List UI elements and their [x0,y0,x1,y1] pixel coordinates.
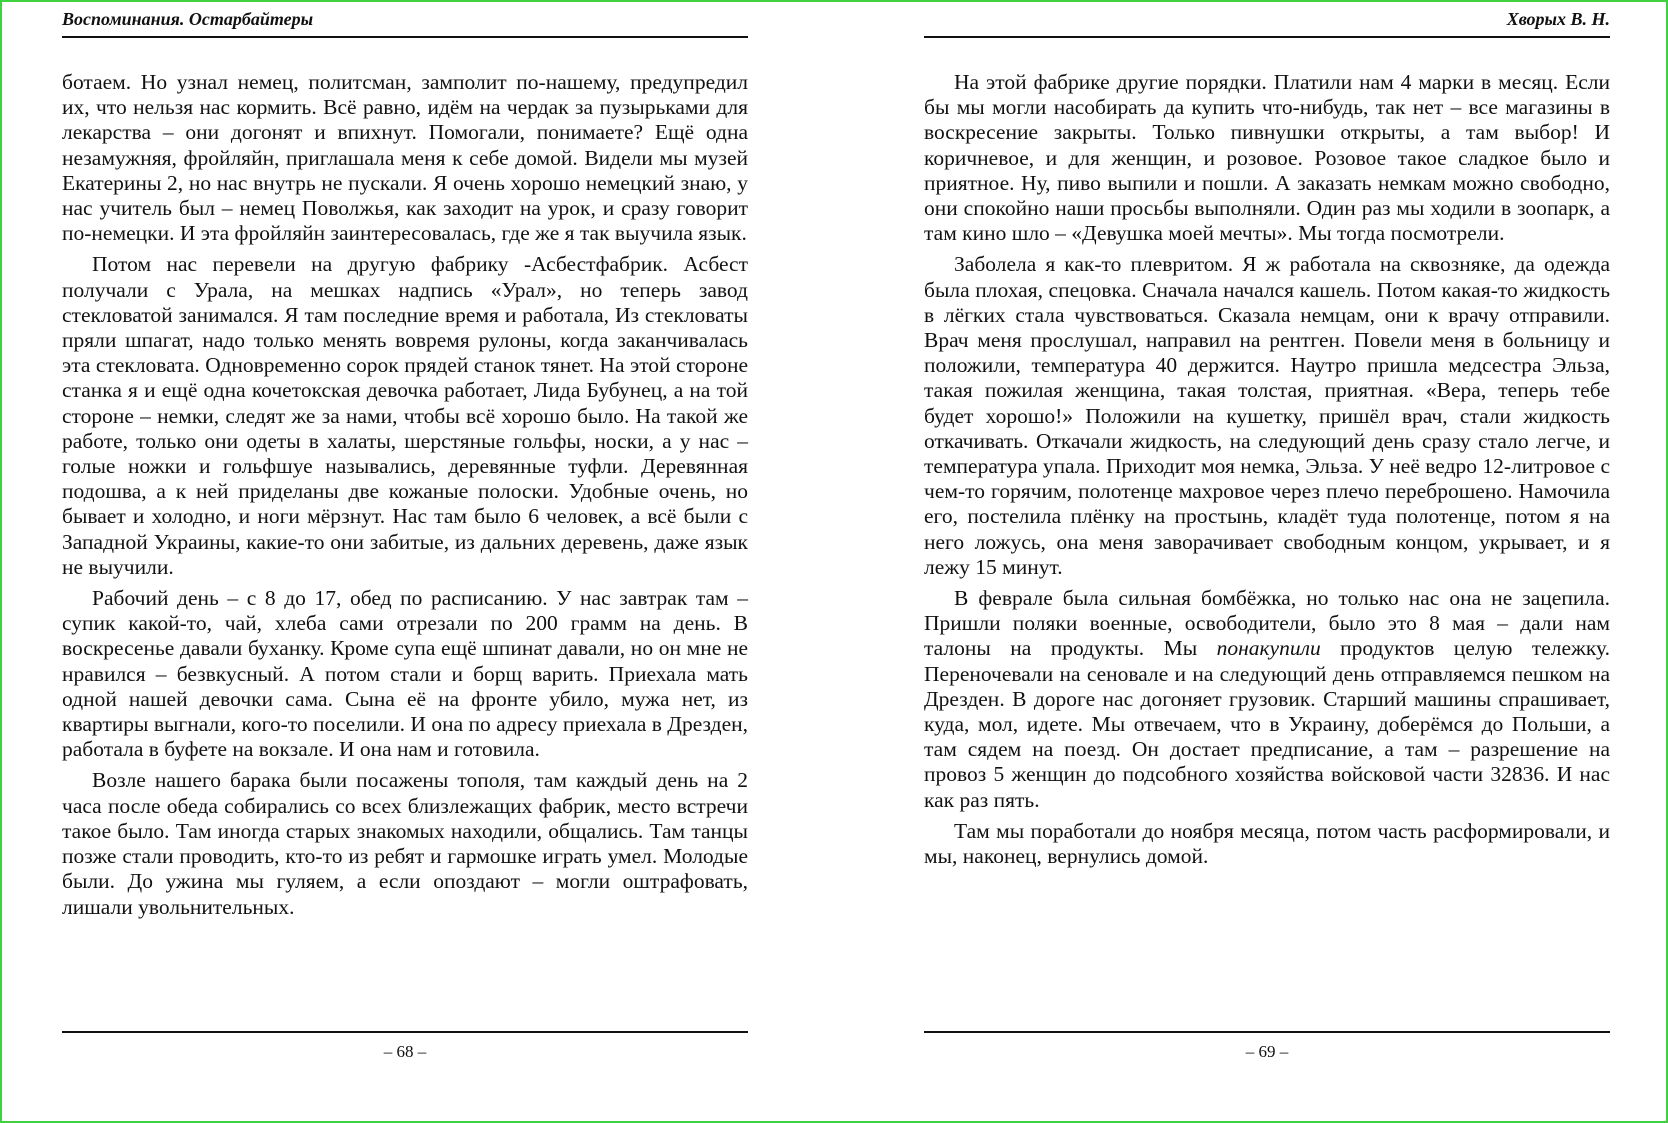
paragraph [924,586,1610,813]
page-body [62,70,748,926]
footer-rule [924,1031,1610,1033]
page-number: – 68 – [383,1042,427,1061]
left-page [62,2,748,1121]
paragraph-text: продуктов целую тележку. Переночевали на сеновале и на следующий день отправляемся пешком на Дрезден. В дороге нас догоняет грузовик. Старший машины спрашивает, куда, мол, идете. Мы отвечаем, что в Украину, доберёмся до Польши, а там сядем на поезд. Он достает предписание, а там – разрешение на провоз 5 женщин до подсобного хозяйства войсковой части 32836. И нас как раз пять. [924,636,1610,812]
right-page [924,2,1610,1121]
paragraph: Заболела я как-то плевритом. Я ж работала на сквозняке, да одежда была плохая, спецовка. Сначала начался кашель. Потом какая-то жидкость в лёгких стала чувствоваться. Сказала немцам, они к врачу отправили. Врач меня прослушал, направил на рентген. Повели меня в больницу и положили, температура 40 держится. Наутро пришла медсестра Эльза, такая пожилая женщина, такая толстая, приятная. «Вера, теперь тебе будет хорошо!» Положили на кушетку, пришёл врач, стали жидкость откачивать. Откачали жидкость, на следующий день сразу стало легче, и температура упала. Приходит моя немка, Эльза. У неё ведро 12-литровое с чем-то горячим, полотенце махровое через плечо переброшено. Намочила его, постелила плёнку на простынь, кладёт туда полотенце, потом я на него ложусь, она меня заворачивает свободным концом, укрывает, и я лежу 15 минут. [924,252,1610,579]
page-body [924,70,1610,875]
italic-word: понакупили [1216,636,1321,661]
paragraph-text: В феврале была сильная бомбёжка, но только нас она не зацепила. Пришли поляки военные, освободители, было это 8 мая – дали нам талоны на продукты. Мы [924,586,1610,661]
footer-rule [62,1031,748,1033]
paragraph: Рабочий день – с 8 до 17, обед по расписанию. У нас завтрак там – супик какой-то, чай, хлеба сами отрезали по 200 грамм на день. В воскресенье давали буханку. Кроме супа ещё шпинат давали, но он мне не нравился – безвкусный. А потом стали и борщ варить. Приехала мать одной нашей девочки сама. Сына её на фронте убило, мужа нет, из квартиры выгнали, кого-то поселили. И она по адресу приехала в Дрезден, работала в буфете на вокзале. И она нам и готовила. [62,586,748,762]
paragraph: Там мы поработали до ноября месяца, потом часть расформировали, и мы, наконец, вернулись домой. [924,818,1610,869]
paragraph: Потом нас перевели на другую фабрику -Асбестфабрик. Асбест получали с Урала, на мешках надпись «Урал», но теперь завод стекловатой занимался. Я там последние время и работала, Из стекловаты пряли шпагат, надо только менять вовремя рулоны, когда заканчивалась эта стекловата. Одновременно сорок прядей станок тянет. На этой стороне станка я и ещё одна кочетокская девочка работает, Лида Бубунец, а на той стороне – немки, следят же за нами, чтобы всё хорошо было. На такой же работе, только они одеты в халаты, шерстяные гольфы, носки, а у нас – голые ножки и гольфшуе назывались, деревянные туфли. Деревянная подошва, а к ней приделаны две кожаные полоски. Удобные очень, но бывает и холодно, и ноги мёрзнут. Нас там было 6 человек, а всё были с Западной Украины, какие-то они забитые, из дальних деревень, даже язык не выучили. [62,252,748,579]
running-head [62,8,748,38]
paragraph: Возле нашего барака были посажены тополя, там каждый день на 2 часа после обеда собирались со всех близлежащих фабрик, место встречи такое было. Там иногда старых знакомых находили, общались. Там танцы позже стали проводить, кто-то из ребят и гармошке играть умел. Молодые были. До ужина мы гуляем, а если опоздают – могли оштрафовать, лишали увольнительных. [62,768,748,919]
running-head-title: Хворых В. Н. [1506,9,1610,29]
page-number: – 69 – [1245,1042,1289,1061]
paragraph: ботаем. Но узнал немец, политсман, замполит по-нашему, предупредил их, что нельзя нас кормить. Всё равно, идём на чердак за пузырьками для лекарства – они догонят и впихнут. Помогали, понимаете? Ещё одна незамужняя, фройляйн, приглашала меня к себе домой. Видели мы музей Екатерины 2, но нас внутрь не пускали. Я очень хорошо немецкий знаю, у нас учитель был – немец Поволжья, как заходит на урок, и сразу говорит по-немецки. И эта фройляйн заинтересовалась, где же я так выучила язык. [62,70,748,246]
running-head-title: Воспоминания. Остарбайтеры [62,9,314,29]
paragraph: На этой фабрике другие порядки. Платили нам 4 марки в месяц. Если бы мы могли насобирать да купить что-нибудь, так нет – все магазины в воскресение закрыты. Только пивнушки открыты, а там выбор! И коричневое, и для женщин, и розовое. Розовое такое сладкое было и приятное. Ну, пиво выпили и пошли. А заказать немкам можно свободно, они спокойно наши просьбы выполняли. Один раз мы ходили в зоопарк, а там кино шло – «Девушка моей мечты». Мы тогда посмотрели. [924,70,1610,246]
running-head [924,8,1610,38]
